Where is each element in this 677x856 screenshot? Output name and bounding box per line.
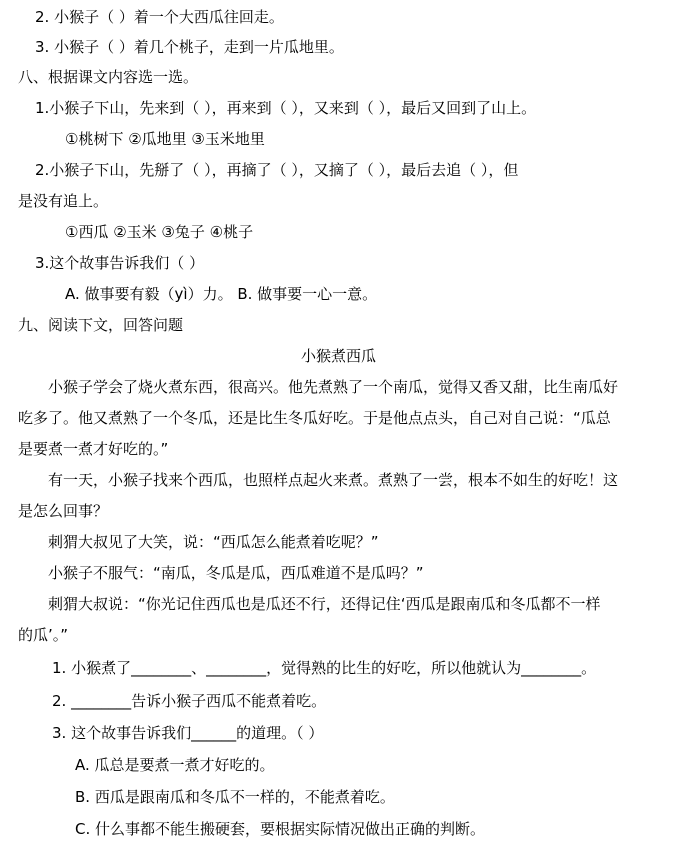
- section-8-q2-stem-line1: 2.小猴子下山，先掰了（ ），再摘了（ ），又摘了（ ），最后去追（ ），但: [35, 161, 519, 179]
- q7-item-3: 3. 小猴子（ ）着几个桃子，走到一片瓜地里。: [35, 38, 344, 56]
- choice-b: B. 西瓜是跟南瓜和冬瓜不一样的，不能煮着吃。: [75, 788, 395, 806]
- story-line: 刺猬大叔说：“你光记住西瓜也是瓜还不行，还得记住‘西瓜是跟南瓜和冬瓜都不一样: [48, 595, 601, 613]
- q7-item-2: 2. 小猴子（ ）着一个大西瓜往回走。: [35, 8, 284, 26]
- choice-c: C. 什么事都不能生搬硬套，要根据实际情况做出正确的判断。: [75, 820, 486, 838]
- section-8-q2-options: ①西瓜 ②玉米 ③兔子 ④桃子: [65, 223, 254, 241]
- story-line: 刺猬大叔见了大笑，说：“西瓜怎么能煮着吃呢？”: [48, 533, 379, 551]
- story-title: 小猴煮西瓜: [300, 347, 376, 365]
- story-line: 小猴子不服气：“南瓜，冬瓜是瓜，西瓜难道不是瓜吗？”: [48, 564, 424, 582]
- story-line: 吃多了。他又煮熟了一个冬瓜，还是比生冬瓜好吃。于是他点点头，自己对自己说：“瓜总: [18, 409, 611, 427]
- section-8-q1-stem: 1.小猴子下山，先来到（ ），再来到（ ），又来到（ ），最后又回到了山上。: [35, 99, 537, 117]
- section-8-q1-options: ①桃树下 ②瓜地里 ③玉米地里: [65, 130, 265, 148]
- story-line: 的瓜’。”: [18, 626, 69, 644]
- section-8-heading: 八、根据课文内容选一选。: [18, 68, 199, 86]
- choice-a: A. 瓜总是要煮一煮才好吃的。: [75, 756, 275, 774]
- section-8-q3-stem: 3.这个故事告诉我们（ ）: [35, 254, 205, 272]
- reading-question-2: 2. ________告诉小猴子西瓜不能煮着吃。: [52, 692, 327, 710]
- section-8-q3-options: A. 做事要有毅（yì）力。 B. 做事要一心一意。: [65, 285, 378, 303]
- reading-question-1: 1. 小猴煮了________、________，觉得熟的比生的好吃，所以他就认为________。: [52, 659, 597, 677]
- section-8-q2-stem-line2: 是没有追上。: [18, 192, 109, 210]
- story-line: 是要煮一煮才好吃的。”: [18, 440, 169, 458]
- story-line: 小猴子学会了烧火煮东西，很高兴。他先煮熟了一个南瓜，觉得又香又甜，比生南瓜好: [48, 378, 619, 396]
- story-line: 是怎么回事？: [18, 502, 109, 520]
- reading-question-3: 3. 这个故事告诉我们______的道理。（ ）: [52, 724, 324, 742]
- section-9-heading: 九、阅读下文，回答问题: [18, 316, 184, 334]
- story-line: 有一天，小猴子找来个西瓜，也照样点起火来煮。煮熟了一尝，根本不如生的好吃！这: [48, 471, 619, 489]
